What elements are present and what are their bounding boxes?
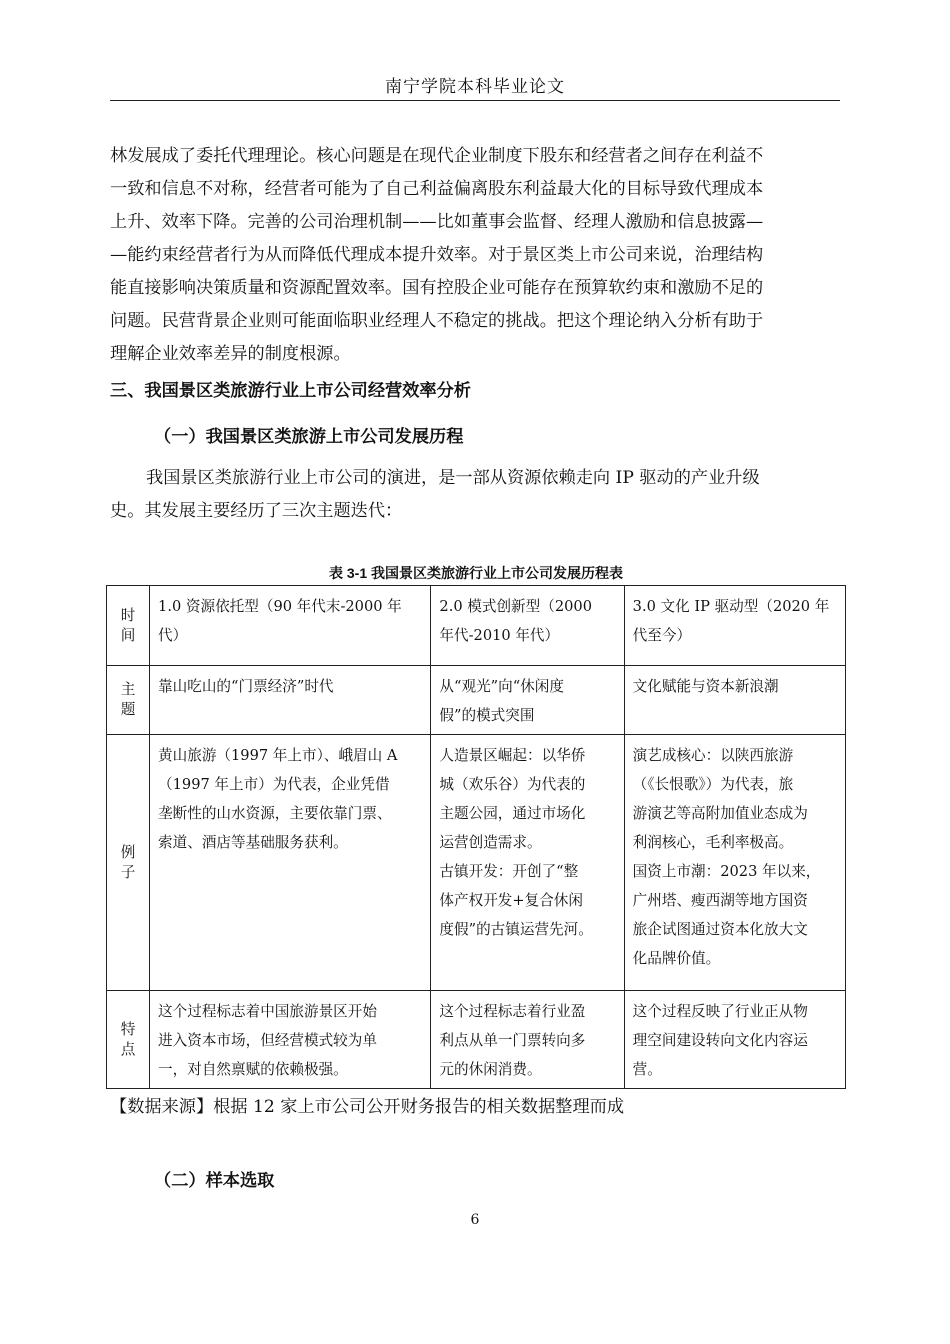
row-label-example (107, 735, 150, 991)
cell-text: 代） (158, 627, 188, 644)
cell-text: 这个过程标志着行业盈 (439, 1003, 586, 1020)
cell-time-1 (150, 586, 431, 666)
cell-text: 化品牌价值。 (632, 950, 721, 967)
cell-text: 运营创造需求。 (439, 834, 542, 851)
development-history-table (106, 585, 846, 1089)
cell-theme-3 (624, 666, 845, 735)
cell-text: 靠山吃山的“门票经济”时代 (158, 678, 334, 695)
cell-time-2 (431, 586, 624, 666)
cell-text: 理空间建设转向文化内容运 (632, 1032, 808, 1049)
header-rule (110, 100, 840, 101)
label-char: 主 (120, 681, 136, 698)
cell-text: 一，对自然禀赋的依赖极强。 (158, 1061, 348, 1078)
cell-text: 进入资本市场，但经营模式较为单 (158, 1032, 377, 1049)
label-char: 子 (120, 863, 136, 881)
cell-text: 年代-2010 年代） (439, 627, 560, 644)
cell-text: 广州塔、瘦西湖等地方国资 (632, 892, 808, 909)
row-label-theme (107, 666, 150, 735)
cell-text: 假”的模式突围 (439, 707, 535, 724)
text-line: 史。其发展主要经历了三次主题迭代： (110, 501, 403, 521)
label-char: 时 (120, 606, 136, 624)
text-line: 一致和信息不对称，经营者可能为了自己利益偏离股东利益最大化的目标导致代理成本 (110, 179, 764, 199)
cell-text: 这个过程标志着中国旅游景区开始 (158, 1003, 377, 1020)
label-char: 间 (120, 626, 136, 644)
cell-text: 利润核心，毛利率极高。 (632, 834, 794, 851)
cell-example-2 (431, 735, 624, 991)
label-char: 点 (120, 1040, 136, 1058)
cell-time-3 (624, 586, 845, 666)
label-char: 特 (120, 1020, 136, 1038)
cell-text: （《长恨歌》）为代表，旅 (632, 776, 794, 793)
intro-paragraph (110, 140, 840, 371)
cell-theme-2 (431, 666, 624, 735)
cell-feature-3 (624, 991, 845, 1089)
source-note: 【数据来源】根据 12 家上市公司公开财务报告的相关数据整理而成 (110, 1097, 625, 1117)
cell-text: 利点从单一门票转向多 (439, 1032, 586, 1049)
cell-text: 国资上市潮：2023 年以来， (632, 863, 821, 880)
cell-text: 垄断性的山水资源，主要依靠门票、 (158, 805, 392, 822)
cell-text: （1997 年上市）为代表，企业凭借 (158, 776, 390, 793)
cell-text: 从“观光”向“休闲度 (439, 678, 564, 695)
text-line: —能约束经营者行为从而降低代理成本提升效率。对于景区类上市公司来说，治理结构 (110, 245, 764, 265)
text-line: 问题。民营背景企业则可能面临职业经理人不稳定的挑战。把这个理论纳入分析有助于 (110, 311, 764, 331)
cell-theme-1 (150, 666, 431, 735)
page-header: 南宁学院本科毕业论文 (385, 77, 565, 97)
cell-text: 度假”的古镇运营先河。 (439, 921, 593, 938)
cell-text: 旅企试图通过资本化放大文 (632, 921, 808, 938)
cell-text: 古镇开发：开创了“整 (439, 863, 579, 880)
cell-text: 体产权开发+复合休闲 (439, 892, 583, 909)
label-char: 例 (120, 843, 136, 861)
cell-feature-2 (431, 991, 624, 1089)
table-row-time (107, 586, 846, 666)
page-number: 6 (470, 1212, 480, 1228)
cell-text: 这个过程反映了行业正从物 (632, 1003, 808, 1020)
cell-text: 城（欢乐谷）为代表的 (439, 776, 586, 793)
text-line: 上升、效率下降。完善的公司治理机制——比如董事会监督、经理人激励和信息披露— (110, 212, 764, 232)
subsection-heading: （一）我国景区类旅游上市公司发展历程 (154, 427, 464, 447)
cell-text: 2.0 模式创新型（2000 (439, 598, 592, 615)
text-line: 理解企业效率差异的制度根源。 (110, 344, 351, 364)
section-heading: 三、我国景区类旅游行业上市公司经营效率分析 (110, 381, 471, 401)
label-char: 题 (120, 701, 136, 718)
cell-text: 代至今） (632, 627, 692, 644)
cell-text: 游演艺等高附加值业态成为 (632, 805, 808, 822)
cell-example-1 (150, 735, 431, 991)
cell-text: 营。 (632, 1061, 662, 1078)
cell-text: 索道、酒店等基础服务获利。 (158, 834, 348, 851)
table-row-feature (107, 991, 846, 1089)
subsection-paragraph (110, 462, 840, 528)
row-label-feature (107, 991, 150, 1089)
subsection-heading: （二）样本选取 (154, 1171, 275, 1191)
cell-text: 1.0 资源依托型（90 年代末-2000 年 (158, 598, 402, 615)
table-row-theme (107, 666, 846, 735)
cell-text: 主题公园，通过市场化 (439, 805, 586, 822)
cell-text: 元的休闲消费。 (439, 1061, 542, 1078)
cell-feature-1 (150, 991, 431, 1089)
table-title: 表 3-1 我国景区类旅游行业上市公司发展历程表 (328, 565, 623, 581)
table-row-example (107, 735, 846, 991)
cell-text: 人造景区崛起：以华侨 (439, 747, 586, 764)
cell-text: 黄山旅游（1997 年上市）、峨眉山 A (158, 747, 398, 764)
text-line: 林发展成了委托代理理论。核心问题是在现代企业制度下股东和经营者之间存在利益不 (110, 146, 764, 166)
text-line: 我国景区类旅游行业上市公司的演进，是一部从资源依赖走向 IP 驱动的产业升级 (146, 468, 760, 488)
cell-example-3 (624, 735, 845, 991)
cell-text: 3.0 文化 IP 驱动型（2020 年 (632, 598, 830, 615)
text-line: 能直接影响决策质量和资源配置效率。国有控股企业可能存在预算软约束和激励不足的 (110, 278, 764, 298)
cell-text: 演艺成核心：以陕西旅游 (632, 747, 794, 764)
cell-text: 文化赋能与资本新浪潮 (632, 678, 779, 695)
row-label-time (107, 586, 150, 666)
